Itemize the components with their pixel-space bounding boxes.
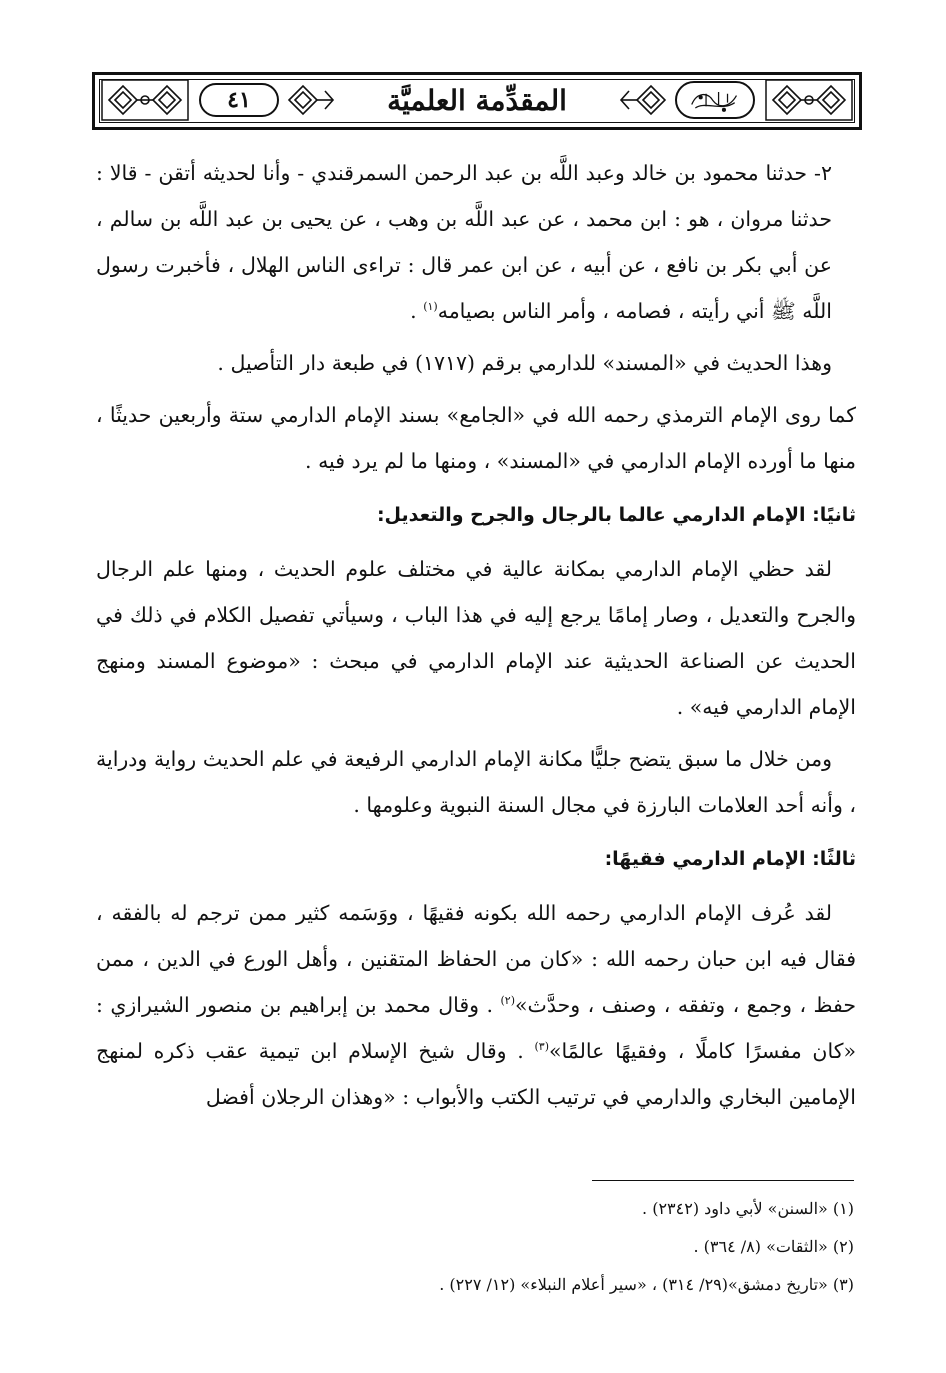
footnote-ref-1[interactable]: (١) xyxy=(423,300,438,314)
hadith-text: ٢- حدثنا محمود بن خالد وعبد اللَّه بن عبد الرحمن السمرقندي - وأنا لحديثه أتقن - قالا : حدثنا مروان ، هو : ابن محمد ، عن عبد اللَّه بن وهب ، عن يحيى بن عبد اللَّه بن سالم ، عن أبي بكر بن نافع ، عن أبيه ، عن ابن عمر قال : تراءى الناس الهلال ، فأخبرت رسول اللَّه ﷺ أني رأيته ، فصامه ، وأمر الناس بصيامه xyxy=(96,161,832,323)
paragraph-fiqh xyxy=(96,890,856,1120)
book-logo xyxy=(675,81,755,119)
footnote-3: (٣) «تاريخ دمشق»(٢٩/ ٣١٤) ، «سير أعلام النبلاء» (١٢/ ٢٢٧) . xyxy=(439,1275,854,1294)
fiqh-text-b: . وقال محمد بن إبراهيم بن منصور الشيرازي : «كان مفسرًا كاملًا ، وفقيهًا عالمًا» xyxy=(96,993,856,1063)
section-heading-2: ثانيًا: الإمام الدارمي عالما بالرجال والجرح والتعديل: xyxy=(376,504,856,526)
fiqh-text-a: لقد عُرف الإمام الدارمي رحمه الله بكونه فقيهًا ، ووَسَمه كثير ممن ترجم له بالفقه ، فقال فيه ابن حبان رحمه الله : «كان من الحفاظ المتقنين ، وأهل الورع في الدين ، ممن حفظ ، وجمع ، وتفقه ، وصنف ، وحدَّث» xyxy=(96,901,857,1017)
fiqh-text-c: . وقال شيخ الإسلام ابن تيمية عقب ذكره لمنهج الإمامين البخاري والدارمي في ترتيب الكتب والأبواب : «وهذان الرجلان أفضل xyxy=(96,1039,856,1109)
ornament-right-icon xyxy=(765,79,853,121)
footnote-2: (٢) «الثقات» (٨/ ٣٦٤) . xyxy=(693,1237,854,1256)
footnote-separator xyxy=(592,1180,854,1181)
paragraph-rijal: لقد حظي الإمام الدارمي بمكانة عالية في مختلف علوم الحديث ، ومنها علم الرجال والجرح والتعديل ، وصار إمامًا يرجع إليه في هذا الباب ، وسيأتي تفصيل الكلام في ذلك في الحديث عن الصناعة الحديثية عند الإمام الدارمي في مبحث : «موضوع المسند ومنهج الإمام الدارمي فيه» . xyxy=(96,557,856,719)
ornament-mid-right-icon xyxy=(617,79,669,121)
main-text xyxy=(96,150,856,1120)
paragraph-tirmidhi: كما روى الإمام الترمذي رحمه الله في «الجامع» بسند الإمام الدارمي ستة وأربعين حديثًا ، منها ما أورده الإمام الدارمي في «المسند» ، ومنها ما لم يرد فيه . xyxy=(96,403,856,473)
footnote-1: (١) «السنن» لأبي داود (٢٣٤٢) . xyxy=(642,1199,854,1218)
footnotes xyxy=(96,1190,854,1304)
footnote-ref-3[interactable]: (٣) xyxy=(534,1040,549,1054)
ornament-left-icon xyxy=(101,79,189,121)
paragraph-summary: ومن خلال ما سبق يتضح جليًّا مكانة الإمام الدارمي الرفيعة في علم الحديث رواية ودراية ، وأنه أحد العلامات البارزة في مجال السنة النبوية وعلومها . xyxy=(96,747,856,817)
hadith-end: . xyxy=(410,299,424,323)
paragraph-hadith-reference: وهذا الحديث في «المسند» للدارمي برقم (١٧١٧) في طبعة دار التأصيل . xyxy=(217,351,832,375)
footnote-ref-2[interactable]: (٢) xyxy=(500,994,515,1008)
ornament-mid-left-icon xyxy=(285,79,337,121)
page-number: ٤١ xyxy=(199,83,279,117)
section-heading-3: ثالثًا: الإمام الدارمي فقيهًا: xyxy=(604,848,856,870)
hadith-paragraph xyxy=(96,150,856,334)
page-title: المقدِّمة العلميَّة xyxy=(387,84,567,117)
running-header xyxy=(92,72,862,130)
